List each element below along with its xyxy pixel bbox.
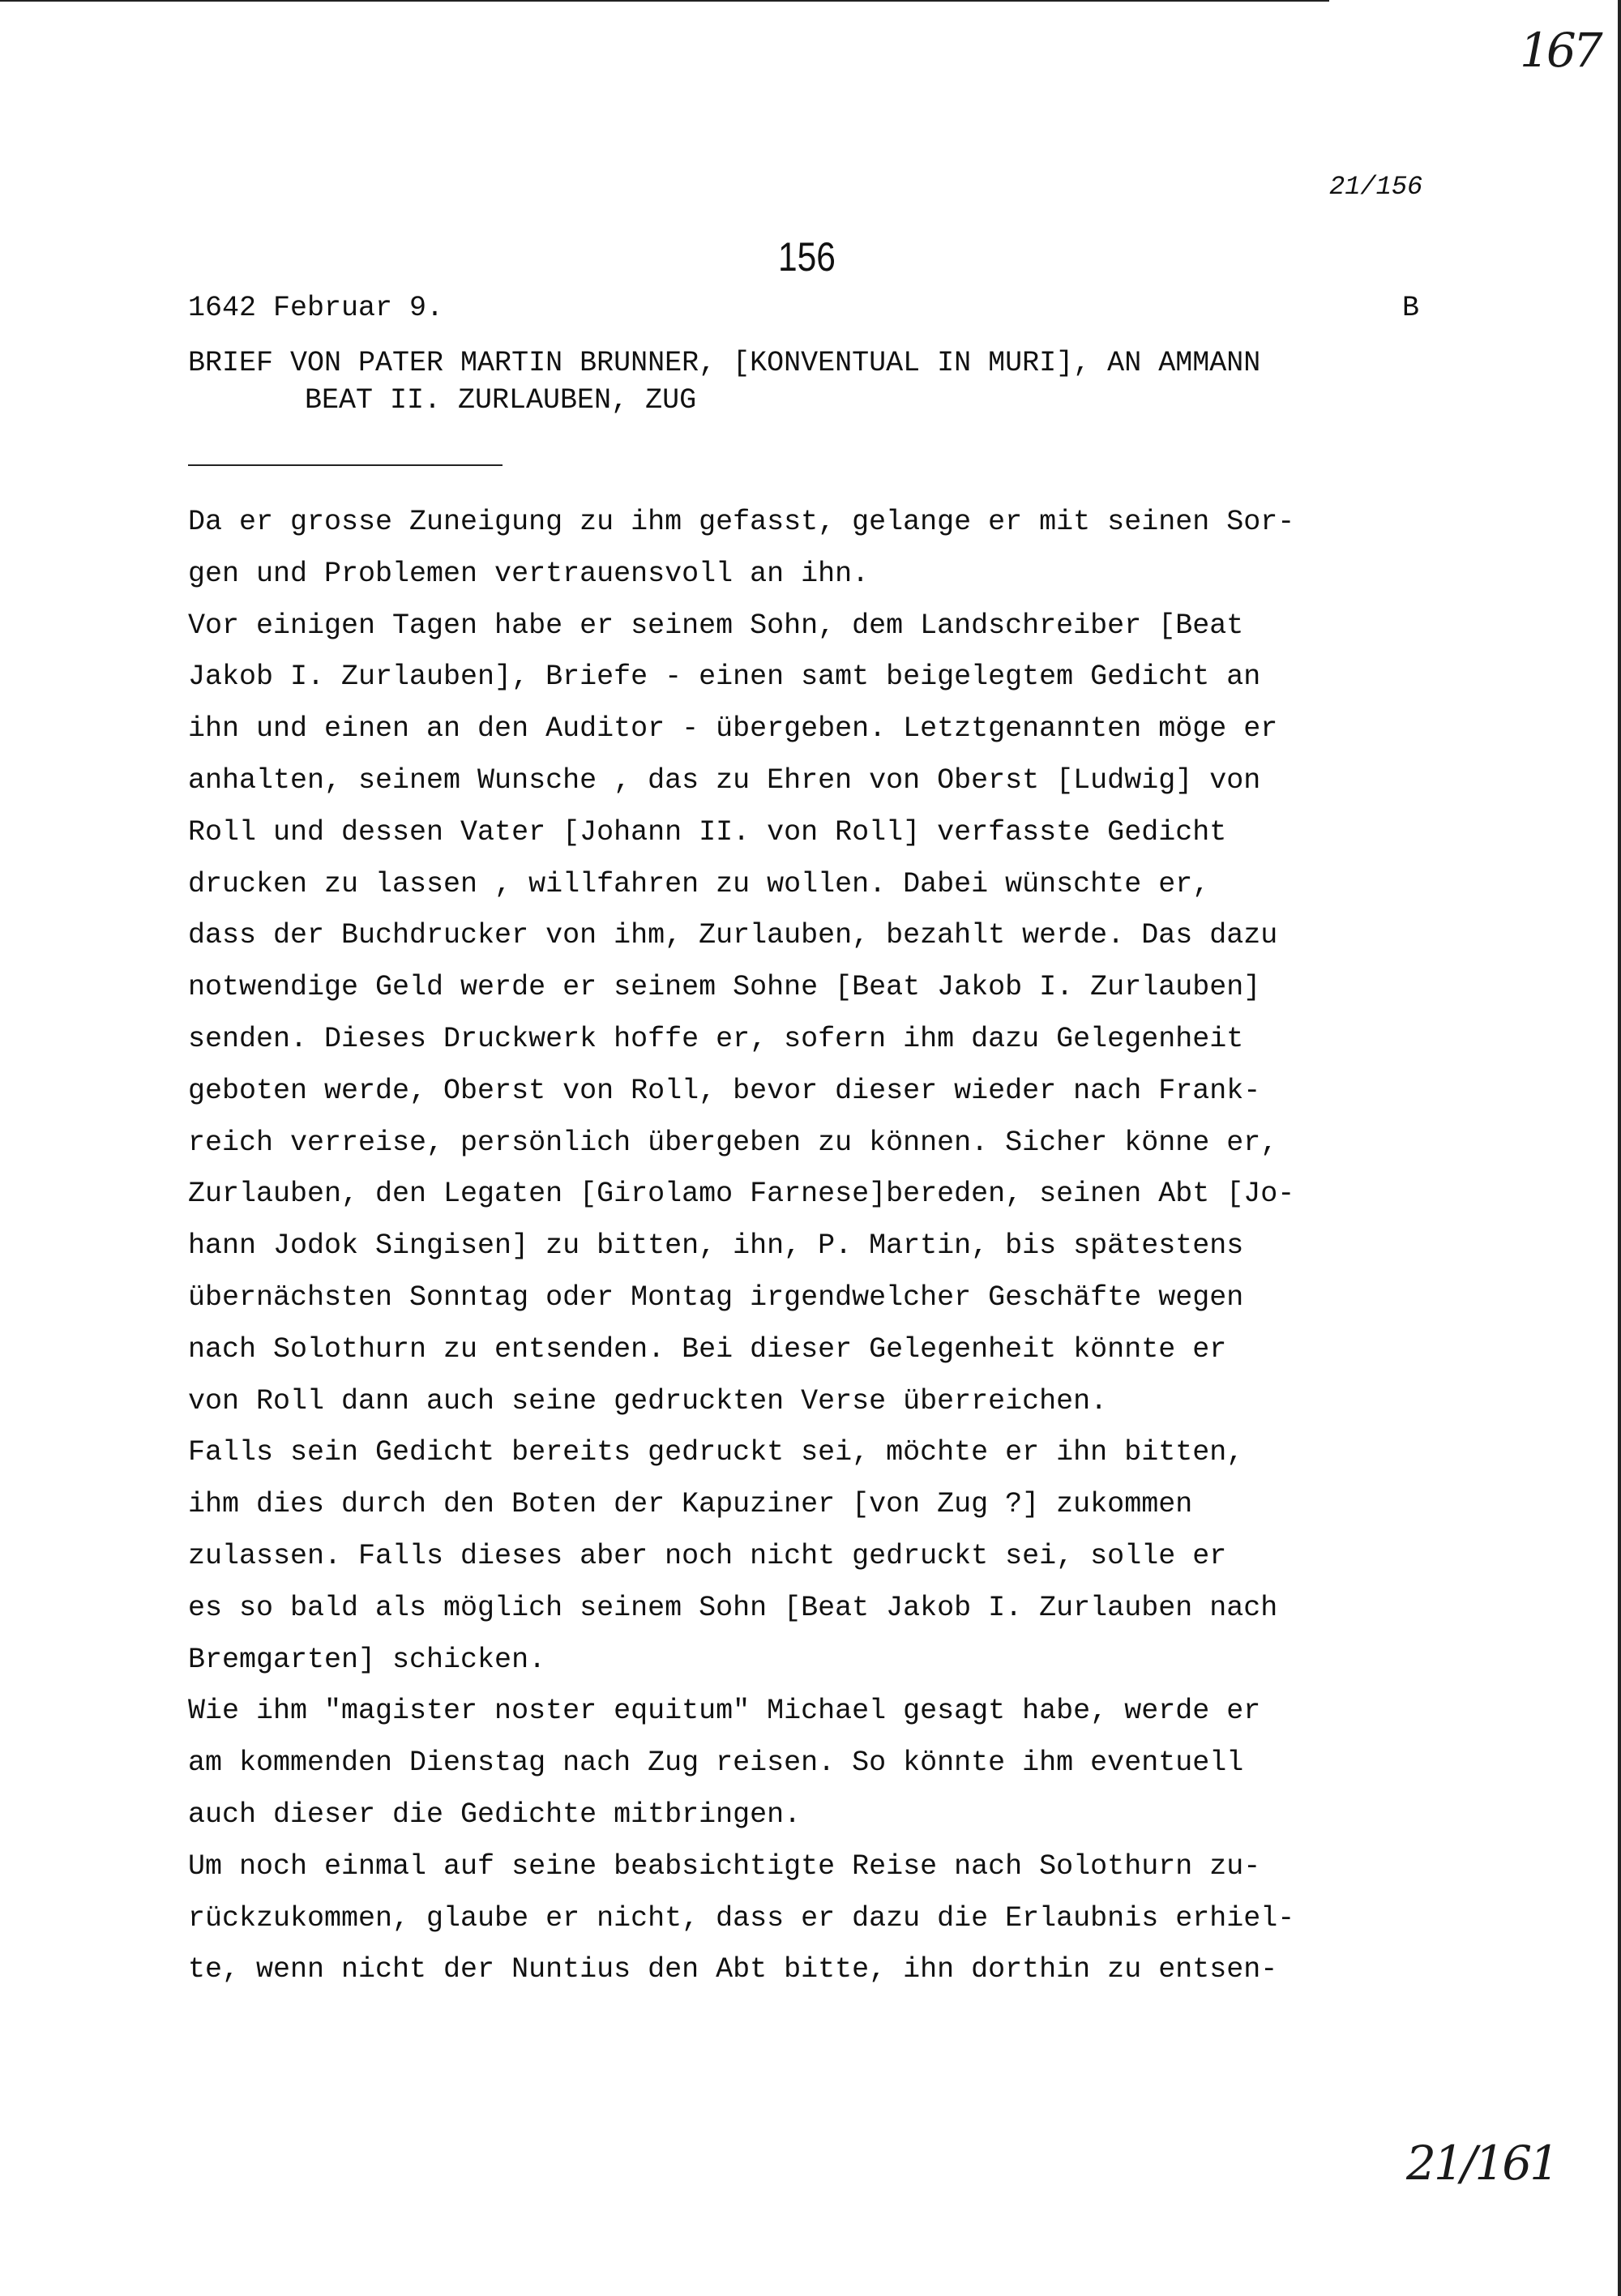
archive-reference: 21/156 [1329,172,1423,202]
document-heading [188,344,1452,419]
body-line: Roll und dessen Vater [Johann II. von Roll] verfasste Gedicht [188,815,1227,849]
body-line: geboten werde, Oberst von Roll, bevor dieser wieder nach Frank- [188,1074,1261,1107]
document-number: 156 [778,234,836,280]
body-line: hann Jodok Singisen] zu bitten, ihn, P. Martin, bis spätestens [188,1229,1244,1263]
document-date: 1642 Februar 9. [188,292,444,324]
body-line: auch dieser die Gedichte mitbringen. [188,1798,802,1831]
body-line: Zurlauben, den Legaten [Girolamo Farnese]bereden, seinen Abt [Jo- [188,1178,1295,1211]
page-top-border [0,0,1329,2]
body-line: zulassen. Falls dieses aber noch nicht gedruckt sei, solle er [188,1539,1227,1572]
body-line: anhalten, seinem Wunsche , das zu Ehren von Oberst [Ludwig] von [188,763,1261,797]
body-line: Um noch einmal auf seine beabsichtigte Reise nach Solothurn zu- [188,1849,1261,1883]
body-line: senden. Dieses Druckwerk hoffe er, sofern ihm dazu Gelegenheit [188,1022,1244,1055]
body-line: Bremgarten] schicken. [188,1643,546,1676]
heading-line-1: BRIEF VON PATER MARTIN BRUNNER, [KONVENTUAL IN MURI], AN AMMANN [188,347,1261,379]
body-line: rückzukommen, glaube er nicht, dass er dazu die Erlaubnis erhiel- [188,1901,1295,1935]
body-line: reich verreise, persönlich übergeben zu können. Sicher könne er, [188,1126,1278,1159]
body-line: ihn und einen an den Auditor - übergeben. Letztgenannten möge er [188,712,1278,746]
heading-line-2: BEAT II. ZURLAUBEN, ZUG [305,384,697,417]
body-line: Da er grosse Zuneigung zu ihm gefasst, gelange er mit seinen Sor- [188,506,1295,538]
document-body [188,497,1501,1996]
heading-divider [188,464,503,466]
body-line: von Roll dann auch seine gedruckten Verse überreichen. [188,1384,1108,1417]
body-line: dass der Buchdrucker von ihm, Zurlauben, bezahlt werde. Das dazu [188,919,1278,952]
body-line: notwendige Geld werde er seinem Sohne [Beat Jakob I. Zurlauben] [188,971,1261,1004]
body-line: es so bald als möglich seinem Sohn [Beat Jakob I. Zurlauben nach [188,1591,1278,1624]
body-line: Wie ihm "magister noster equitum" Michael gesagt habe, werde er [188,1695,1261,1728]
body-line: Vor einigen Tagen habe er seinem Sohn, dem Landschreiber [Beat [188,609,1244,642]
handwritten-archive-number: 21/161 [1406,2136,1558,2191]
body-line: gen und Problemen vertrauensvoll an ihn. [188,557,870,590]
handwritten-folio-number: 167 [1520,23,1600,78]
body-line: te, wenn nicht der Nuntius den Abt bitte, ihn dorthin zu entsen- [188,1953,1278,1986]
body-line: Jakob I. Zurlauben], Briefe - einen samt beigelegtem Gedicht an [188,661,1261,694]
body-line: am kommenden Dienstag nach Zug reisen. So könnte ihm eventuell [188,1747,1244,1780]
document-category: B [1402,292,1420,324]
body-line: nach Solothurn zu entsenden. Bei dieser Gelegenheit könnte er [188,1332,1227,1366]
body-line: Falls sein Gedicht bereits gedruckt sei, möchte er ihn bitten, [188,1436,1244,1469]
body-line: übernächsten Sonntag oder Montag irgendwelcher Geschäfte wegen [188,1281,1244,1314]
page-right-border [1618,0,1621,2296]
body-line: ihm dies durch den Boten der Kapuziner [von Zug ?] zukommen [188,1488,1193,1521]
body-line: drucken zu lassen , willfahren zu wollen. Dabei wünschte er, [188,867,1210,900]
